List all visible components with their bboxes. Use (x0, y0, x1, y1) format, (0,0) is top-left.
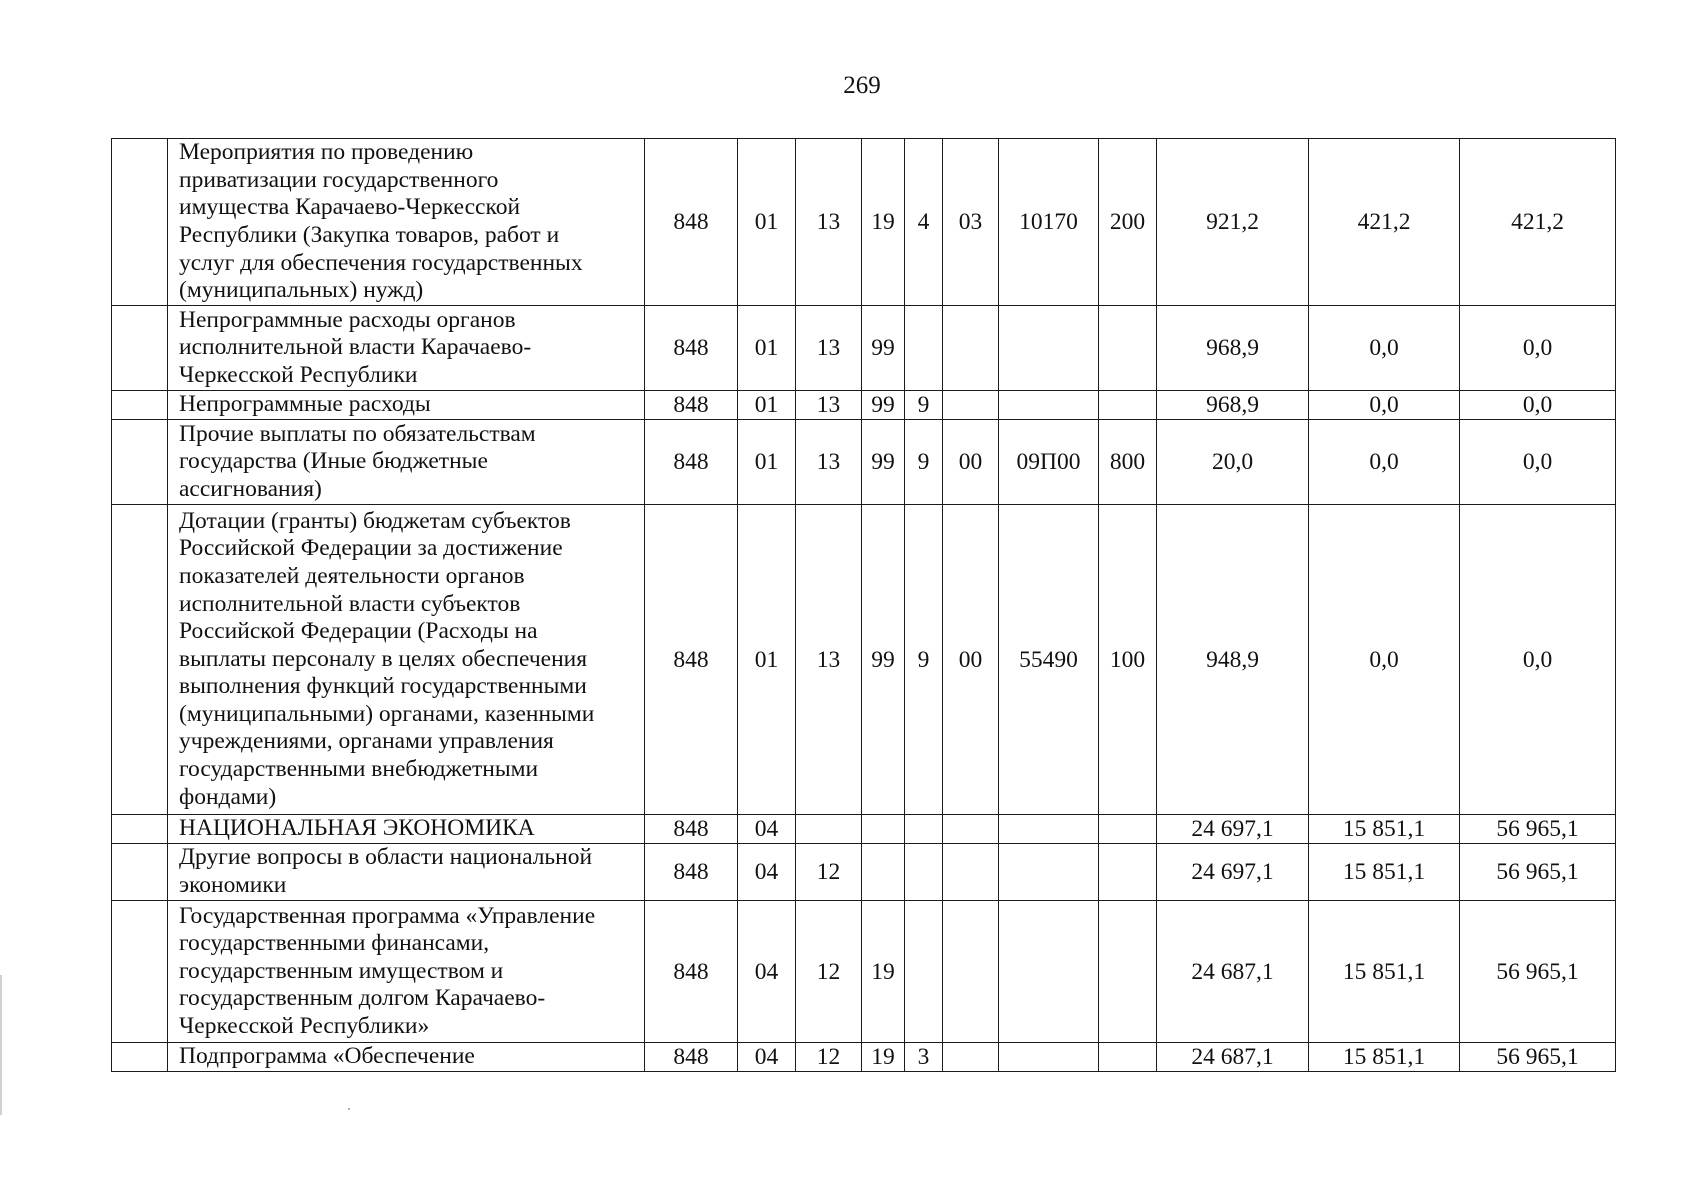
subsection-code-cell (796, 815, 862, 844)
section-code-cell: 01 (738, 505, 796, 815)
expense-name-cell: Прочие выплаты по обязательствам государства (Иные бюджетные ассигнования) (168, 420, 645, 505)
table-row (112, 306, 1616, 391)
event-code-cell (943, 306, 999, 391)
amount-year-1-cell: 948,9 (1157, 505, 1309, 815)
direction-code-cell: 55490 (999, 505, 1099, 815)
expense-name-cell: Другие вопросы в области национальной экономики (168, 844, 645, 901)
program-code-cell: 19 (862, 1043, 905, 1072)
amount-year-1-cell: 968,9 (1157, 391, 1309, 420)
table-row (112, 815, 1616, 844)
direction-code-cell (999, 844, 1099, 901)
amount-year-2-cell: 0,0 (1309, 420, 1460, 505)
section-code-cell: 01 (738, 420, 796, 505)
event-code-cell (943, 1043, 999, 1072)
amount-year-2-cell: 0,0 (1309, 505, 1460, 815)
direction-code-cell (999, 391, 1099, 420)
amount-year-1-cell: 24 687,1 (1157, 901, 1309, 1043)
program-code-cell (862, 815, 905, 844)
subprogram-code-cell: 9 (905, 505, 943, 815)
event-code-cell: 00 (943, 505, 999, 815)
event-code-cell (943, 815, 999, 844)
expense-name-cell: Государственная программа «Управление государственными финансами, государственным имуществом и государственным долгом Карачаево- Черкесской Республики» (168, 901, 645, 1043)
program-code-cell: 99 (862, 420, 905, 505)
direction-code-cell: 09П00 (999, 420, 1099, 505)
amount-year-2-cell: 15 851,1 (1309, 901, 1460, 1043)
subprogram-code-cell: 4 (905, 139, 943, 306)
admin-code-cell: 848 (645, 139, 738, 306)
subsection-code-cell: 13 (796, 139, 862, 306)
section-code-cell: 04 (738, 844, 796, 901)
subprogram-code-cell: 9 (905, 391, 943, 420)
amount-year-3-cell: 421,2 (1460, 139, 1616, 306)
program-code-cell: 19 (862, 901, 905, 1043)
amount-year-2-cell: 15 851,1 (1309, 1043, 1460, 1072)
scan-speck (348, 1108, 350, 1110)
event-code-cell (943, 391, 999, 420)
row-index-cell (112, 306, 168, 391)
amount-year-3-cell: 56 965,1 (1460, 901, 1616, 1043)
table-row (112, 505, 1616, 815)
expense-type-code-cell (1099, 815, 1157, 844)
subprogram-code-cell: 3 (905, 1043, 943, 1072)
program-code-cell: 19 (862, 139, 905, 306)
table-row (112, 901, 1616, 1043)
table-row (112, 139, 1616, 306)
amount-year-3-cell: 0,0 (1460, 505, 1616, 815)
amount-year-3-cell: 0,0 (1460, 391, 1616, 420)
amount-year-1-cell: 921,2 (1157, 139, 1309, 306)
expense-name-cell: НАЦИОНАЛЬНАЯ ЭКОНОМИКА (168, 815, 645, 844)
section-code-cell: 01 (738, 306, 796, 391)
subsection-code-cell: 13 (796, 420, 862, 505)
section-code-cell: 04 (738, 815, 796, 844)
row-index-cell (112, 1043, 168, 1072)
program-code-cell: 99 (862, 505, 905, 815)
section-code-cell: 01 (738, 139, 796, 306)
expense-type-code-cell: 800 (1099, 420, 1157, 505)
admin-code-cell: 848 (645, 815, 738, 844)
direction-code-cell (999, 815, 1099, 844)
subsection-code-cell: 12 (796, 1043, 862, 1072)
amount-year-2-cell: 15 851,1 (1309, 844, 1460, 901)
expense-name-cell: Дотации (гранты) бюджетам субъектов Российской Федерации за достижение показателей деятельности органов исполнительной власти субъектов Российской Федерации (Расходы на выплаты персоналу в целях обеспечения выполнения функций государственными (муниципальными) органами, казенными учреждениями, органами управления государственными внебюджетными фондами) (168, 505, 645, 815)
admin-code-cell: 848 (645, 505, 738, 815)
amount-year-2-cell: 421,2 (1309, 139, 1460, 306)
scan-edge-shadow (0, 975, 2, 1115)
program-code-cell: 99 (862, 391, 905, 420)
amount-year-1-cell: 24 697,1 (1157, 844, 1309, 901)
amount-year-3-cell: 56 965,1 (1460, 844, 1616, 901)
direction-code-cell (999, 1043, 1099, 1072)
table-row (112, 1043, 1616, 1072)
event-code-cell: 03 (943, 139, 999, 306)
program-code-cell: 99 (862, 306, 905, 391)
event-code-cell (943, 844, 999, 901)
admin-code-cell: 848 (645, 901, 738, 1043)
row-index-cell (112, 901, 168, 1043)
expense-type-code-cell (1099, 844, 1157, 901)
section-code-cell: 04 (738, 901, 796, 1043)
expense-name-cell: Непрограммные расходы органов исполнительной власти Карачаево- Черкесской Республики (168, 306, 645, 391)
direction-code-cell (999, 306, 1099, 391)
subsection-code-cell: 13 (796, 306, 862, 391)
subprogram-code-cell: 9 (905, 420, 943, 505)
row-index-cell (112, 815, 168, 844)
expense-name-cell: Непрограммные расходы (168, 391, 645, 420)
amount-year-1-cell: 968,9 (1157, 306, 1309, 391)
amount-year-1-cell: 24 697,1 (1157, 815, 1309, 844)
amount-year-2-cell: 0,0 (1309, 391, 1460, 420)
amount-year-2-cell: 15 851,1 (1309, 815, 1460, 844)
amount-year-2-cell: 0,0 (1309, 306, 1460, 391)
expense-type-code-cell (1099, 306, 1157, 391)
direction-code-cell (999, 901, 1099, 1043)
row-index-cell (112, 844, 168, 901)
admin-code-cell: 848 (645, 306, 738, 391)
section-code-cell: 01 (738, 391, 796, 420)
subsection-code-cell: 12 (796, 844, 862, 901)
subprogram-code-cell (905, 306, 943, 391)
amount-year-3-cell: 0,0 (1460, 420, 1616, 505)
subprogram-code-cell (905, 844, 943, 901)
event-code-cell: 00 (943, 420, 999, 505)
subprogram-code-cell (905, 901, 943, 1043)
event-code-cell (943, 901, 999, 1043)
amount-year-3-cell: 0,0 (1460, 306, 1616, 391)
subsection-code-cell: 13 (796, 391, 862, 420)
amount-year-1-cell: 24 687,1 (1157, 1043, 1309, 1072)
expense-name-cell: Мероприятия по проведению приватизации государственного имущества Карачаево-Черкесской Республики (Закупка товаров, работ и услуг для обеспечения государственных (муниципальных) нужд) (168, 139, 645, 306)
program-code-cell (862, 844, 905, 901)
row-index-cell (112, 420, 168, 505)
expense-type-code-cell (1099, 391, 1157, 420)
row-index-cell (112, 139, 168, 306)
amount-year-3-cell: 56 965,1 (1460, 1043, 1616, 1072)
expense-name-cell: Подпрограмма «Обеспечение (168, 1043, 645, 1072)
expense-type-code-cell (1099, 901, 1157, 1043)
table-row (112, 420, 1616, 505)
budget-table (111, 138, 1616, 1072)
subsection-code-cell: 13 (796, 505, 862, 815)
table-row (112, 844, 1616, 901)
table-row (112, 391, 1616, 420)
expense-type-code-cell (1099, 1043, 1157, 1072)
admin-code-cell: 848 (645, 420, 738, 505)
expense-type-code-cell: 200 (1099, 139, 1157, 306)
page-number: 269 (843, 72, 881, 99)
subprogram-code-cell (905, 815, 943, 844)
admin-code-cell: 848 (645, 1043, 738, 1072)
amount-year-3-cell: 56 965,1 (1460, 815, 1616, 844)
row-index-cell (112, 391, 168, 420)
amount-year-1-cell: 20,0 (1157, 420, 1309, 505)
direction-code-cell: 10170 (999, 139, 1099, 306)
admin-code-cell: 848 (645, 391, 738, 420)
row-index-cell (112, 505, 168, 815)
expense-type-code-cell: 100 (1099, 505, 1157, 815)
admin-code-cell: 848 (645, 844, 738, 901)
section-code-cell: 04 (738, 1043, 796, 1072)
subsection-code-cell: 12 (796, 901, 862, 1043)
